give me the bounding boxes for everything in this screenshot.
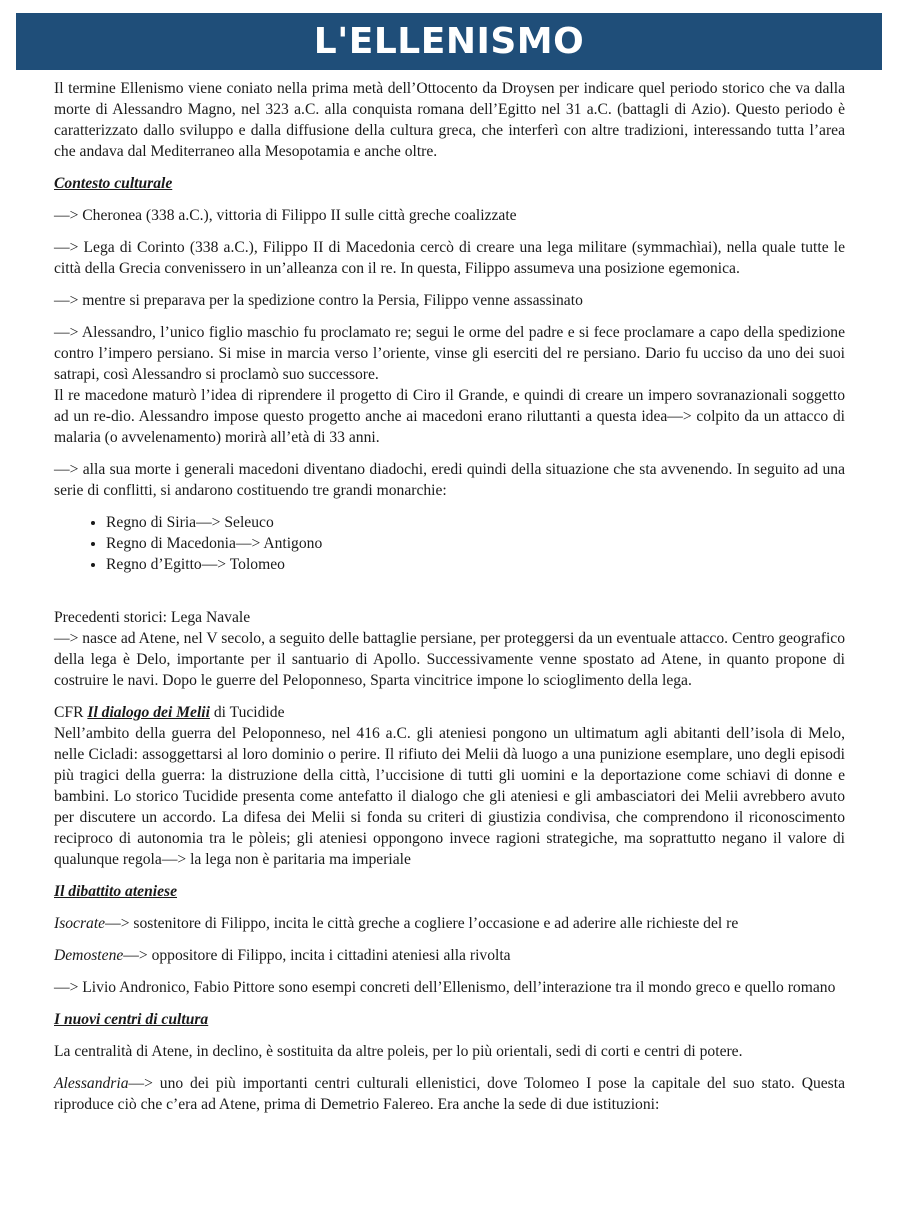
paragraph-centralita: La centralità di Atene, in declino, è sostituita da altre poleis, per lo più orientali, sedi di corti e centri di potere. xyxy=(54,1043,743,1060)
page-title-banner xyxy=(16,13,882,70)
section-heading-contesto: Contesto culturale xyxy=(54,175,173,192)
section-heading-centri: I nuovi centri di cultura xyxy=(54,1011,209,1028)
document-body xyxy=(54,78,845,1126)
paragraph-lega-corinto: —> Lega di Corinto (338 a.C.), Filippo II di Macedonia cercò di creare una lega militare (symmachìai), nella quale tutte le città della Grecia convenissero in un’alleanza con il re. In questa, Filippo assumeva una posizione egemonica. xyxy=(54,239,845,277)
section-heading-dibattito: Il dibattito ateniese xyxy=(54,883,178,900)
paragraph-re-macedone: Il re macedone maturò l’idea di riprendere il progetto di Ciro il Grande, e quindi di creare un impero sovranazionali soggetto ad un re-dio. Alessandro impose questo progetto anche ai macedoni erano riluttanti a questa idea—> colpito da un attacco di malaria (o avvelenamento) morirà all’età di 33 anni. xyxy=(54,387,845,446)
cfr-prefix: CFR xyxy=(54,704,88,721)
isocrate-name: Isocrate xyxy=(54,915,106,932)
paragraph-alessandria xyxy=(54,1073,845,1115)
list-item: • Regno di Siria—> Seleuco xyxy=(106,512,845,533)
paragraph-melii: Nell’ambito della guerra del Peloponneso, nel 416 a.C. gli ateniesi pongono un ultimatum agli abitanti dell’isola di Melo, nelle Cicladi: assoggettarsi al loro dominio o perire. Il rifiuto dei Melii dà luogo a una punizione esemplare, uno degli episodi più tragici della guerra: la distruzione della città, l’uccisione di tutti gli uomini e la deportazione come schiavi di donne e bambini. Lo storico Tucidide presenta come antefatto il dialogo che gli ateniesi e gli ambasciatori dei Melii avrebbero avuto per discutere un accordo. La difesa dei Melii si fonda su criteri di giustizia condivisa, che comprendono il riconoscimento reciproco di autonomia tra le pòleis; gli ateniesi oppongono invece ragioni strategiche, ma soprattutto negano il valore di qualunque regola—> la lega non è paritaria ma imperiale xyxy=(54,725,845,868)
alessandria-name: Alessandria xyxy=(54,1075,129,1092)
cfr-title: Il dialogo dei Melii xyxy=(87,704,210,721)
intro-paragraph: Il termine Ellenismo viene coniato nella prima metà dell’Ottocento da Droysen per indicare quel periodo storico che va dalla morte di Alessandro Magno, nel 323 a.C. alla conquista romana dell’Egitto nel 31 a.C. (battagli di Azio). Questo periodo è caratterizzato dallo sviluppo e dalla diffusione della cultura greca, che interferì con altre tradizioni, interessando tutta l’area che andava dal Mediterraneo alla Mesopotamia e anche oltre. xyxy=(54,80,845,160)
paragraph-cheronea: —> Cheronea (338 a.C.), vittoria di Filippo II sulle città greche coalizzate xyxy=(54,207,517,224)
page-title: L'ELLENISMO xyxy=(313,21,585,62)
paragraph-lega-navale: —> nasce ad Atene, nel V secolo, a seguito delle battaglie persiane, per proteggersi da un eventuale attacco. Centro geografico della lega è Delo, importante per il santuario di Apollo. Successivamente venne spostato ad Atene, in quanto propone di costruire le navi. Dopo le guerre del Peloponneso, Sparta vincitrice impone lo scioglimento della lega. xyxy=(54,630,845,689)
demostene-name: Demostene xyxy=(54,947,124,964)
paragraph-diadochi: —> alla sua morte i generali macedoni diventano diadochi, eredi quindi della situazione che sta avvenendo. In seguito ad una serie di conflitti, si andarono costituendo tre grandi monarchie: xyxy=(54,461,845,499)
alessandria-text: —> uno dei più importanti centri culturali ellenistici, dove Tolomeo I pose la capitale del suo stato. Questa riproduce ciò che c’era ad Atene, prima di Demetrio Falereo. Era anche la sede di due istituzioni: xyxy=(54,1075,845,1113)
paragraph-alessandro: —> Alessandro, l’unico figlio maschio fu proclamato re; segui le orme del padre e si fece proclamare a capo della spedizione contro l’impero persiano. Si mise in marcia verso l’oriente, vinse gli eserciti del re persiano. Dario fu ucciso da uno dei suoi satrapi, così Alessandro si proclamò suo successore. xyxy=(54,324,845,383)
paragraph-filippo-assassinato: —> mentre si preparava per la spedizione contro la Persia, Filippo venne assassinato xyxy=(54,292,583,309)
paragraph-demostene xyxy=(54,945,845,966)
list-item: • Regno di Macedonia—> Antigono xyxy=(106,533,845,554)
precedenti-heading: Precedenti storici: Lega Navale xyxy=(54,609,251,626)
cfr-line xyxy=(54,702,845,723)
list-item: • Regno d’Egitto—> Tolomeo xyxy=(106,554,845,575)
isocrate-text: —> sostenitore di Filippo, incita le città greche a cogliere l’occasione e ad aderire alle richieste del re xyxy=(105,915,739,932)
monarchie-list xyxy=(54,512,845,575)
demostene-text: —> oppositore di Filippo, incita i cittadini ateniesi alla rivolta xyxy=(123,947,511,964)
cfr-suffix: di Tucidide xyxy=(209,704,285,721)
paragraph-livio: —> Livio Andronico, Fabio Pittore sono esempi concreti dell’Ellenismo, dell’interazione tra il mondo greco e quello romano xyxy=(54,979,836,996)
paragraph-isocrate xyxy=(54,913,845,934)
